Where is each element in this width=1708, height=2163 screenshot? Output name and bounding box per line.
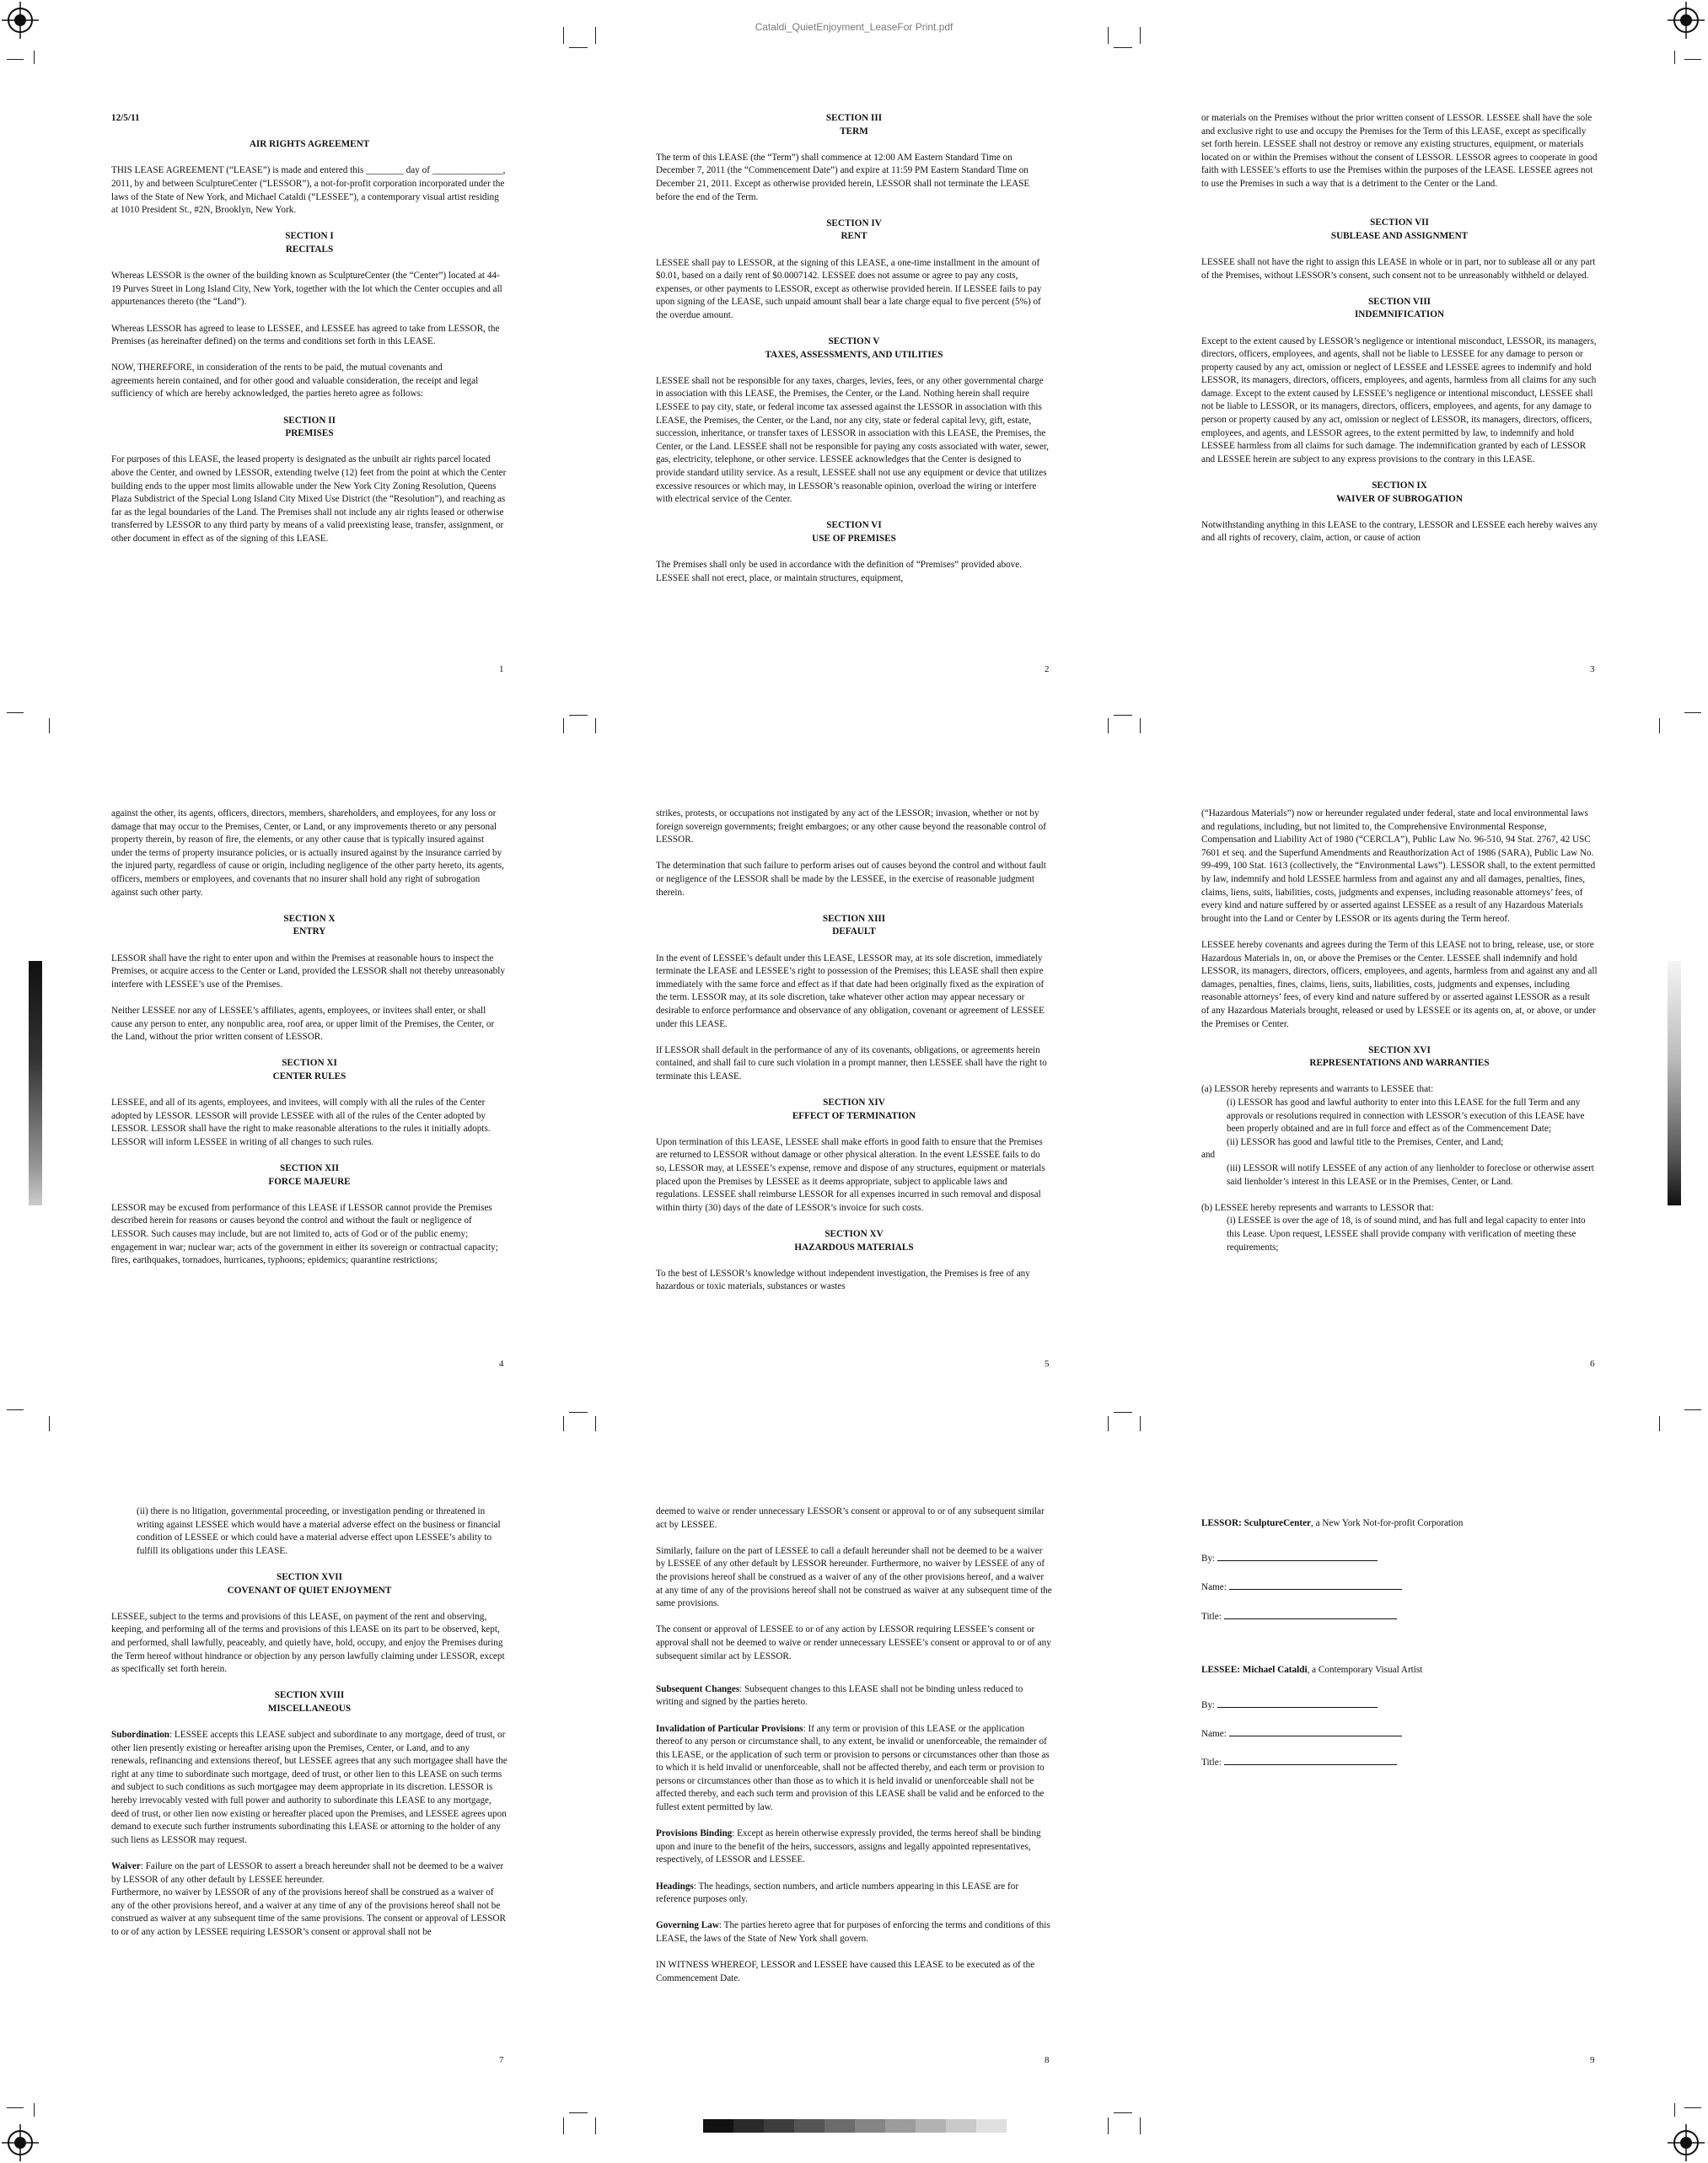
waiver-paragraph: Waiver: Failure on the part of LESSOR to assert a breach hereunder shall not be deemed to be a waiver by LESSOR of any other default by LESSEE hereunder.	[111, 1861, 504, 1885]
section-heading: SECTION IV RENT	[826, 217, 882, 242]
page-number: 1	[499, 664, 504, 674]
crop-mark	[1108, 718, 1109, 733]
quiet-enjoyment-paragraph: LESSEE, subject to the terms and provisions of this LEASE, on payment of the rent and observing, keeping, and performing all of the terms and provisions of this LEASE on its part to be observed, kept, and performed, shall lawfully, peaceably, and quietly have, hold, occupy, and enjoy the Premises during the Term hereof without hindrance or objection by any person lawfully claiming under LESSOR, except as specifically set forth herein.	[111, 1611, 505, 1675]
section-heading: SECTION IX WAIVER OF SUBROGATION	[1336, 480, 1463, 504]
recital-paragraph: Whereas LESSOR has agreed to lease to LESSEE, and LESSEE has agreed to take from LESSOR, the Premises (as hereinafter defined) on the terms and conditions set forth in this LEASE.	[111, 323, 500, 347]
crop-mark	[1684, 59, 1701, 60]
gradient-bar-right	[1668, 961, 1681, 1205]
signature-title-field[interactable]: Title:	[1201, 1608, 1598, 1624]
crop-mark	[1114, 2112, 1132, 2113]
signature-by-field[interactable]: By:	[1201, 1550, 1598, 1566]
page-6	[1201, 808, 1598, 1268]
section-heading: SECTION VIII INDEMNIFICATION	[1354, 296, 1445, 320]
crop-mark	[1108, 2117, 1109, 2134]
force-majeure-continued: strikes, protests, or occupations not instigated by any act of the LESSOR; invasion, whether or not by foreign sovereign governments; freight embargoes; or any other cause beyond the reasonable control of LESSOR.	[656, 808, 1046, 845]
intro-paragraph: THIS LEASE AGREEMENT (“LEASE”) is made and entered this ________ day of _______________, 2011, by and between SculptureCenter (“LESSOR”), a not-for-profit corporation incorporated under the laws of the State of New York, and Michael Cataldi (“LESSEE”), a contemporary visual artist residing at 1010 President St., #2N, Brooklyn, New York.	[111, 165, 506, 216]
hazard-paragraph: To the best of LESSOR’s knowledge without independent investigation, the Premises is free of any hazardous or toxic materials, substances or wastes	[656, 1268, 1030, 1292]
section-heading: SECTION II PREMISES	[283, 415, 336, 439]
warranty-intro: (b) LESSEE hereby represents and warrants to LESSOR that:	[1201, 1202, 1434, 1213]
section-heading: SECTION III TERM	[825, 113, 883, 137]
crop-mark	[569, 2112, 588, 2113]
page-4	[111, 808, 508, 1280]
color-swatch	[703, 2119, 733, 2133]
crop-mark	[1140, 2117, 1141, 2134]
provisions-binding-paragraph: Provisions Binding: Except as herein otherwise expressly provided, the terms hereof shall be binding upon and inure to the benefit of the heirs, successors, assigns and legally appointed representatives, respectively, of LESSOR and LESSEE.	[656, 1828, 1041, 1865]
lessee-heading: LESSEE: Michael Cataldi, a Contemporary Visual Artist	[1201, 1664, 1423, 1675]
registration-mark-icon	[2, 2, 39, 39]
section-heading: SECTION V TAXES, ASSESSMENTS, AND UTILITIES	[765, 336, 943, 360]
determination-paragraph: The determination that such failure to perform arises out of causes beyond the control and without fault or negligence of the LESSOR shall be made by the LESSEE, in the exercise of reasonable judgment therein.	[656, 861, 1046, 898]
use-paragraph-continued: or materials on the Premises without the prior written consent of LESSOR. LESSEE shall have the sole and exclusive right to use and occupy the Premises for the Term of this LEASE, except as specifically set forth herein. LESSEE shall not destroy or remove any existing structures, equipment, or materials located on or within the Premises without the consent of LESSOR. LESSOR agrees to cooperate in good faith with LESSEE’s efforts to use the Premises within the purposes of the LEASE. LESSEE agrees not to use the Premises in such a way that is a detriment to the Center or the Land.	[1201, 113, 1598, 189]
color-swatch	[885, 2119, 916, 2133]
consent-paragraph: The consent or approval of LESSEE to or of any action by LESSOR requiring LESSEE’s consent or approval shall not be deemed to waive or render unnecessary LESSEE’s consent or approval to or of any subsequent similar act by LESSOR.	[656, 1624, 1051, 1661]
crop-mark	[1659, 718, 1660, 733]
section-heading: SECTION XVI REPRESENTATIONS AND WARRANTIES	[1309, 1044, 1490, 1069]
page-number: 3	[1590, 664, 1595, 674]
crop-mark	[1108, 27, 1109, 44]
crop-mark	[1684, 2107, 1701, 2108]
waiver-paragraph: Similarly, failure on the part of LESSEE to call a default hereunder shall not be deemed to be a waiver by LESSEE of any other default by LESSOR hereunder. Furthermore, no waiver by LESSEE of any of the provisions hereof shall be construed as a waiver of any of the other provisions hereof, and a waiver at any time of any of the provisions hereof shall not be construed as waiver at any subsequent time of the same provisions.	[656, 1545, 1052, 1609]
crop-mark	[7, 712, 24, 713]
warranty-item: (ii) there is no litigation, governmental proceeding, or investigation pending or threatened in writing against LESSEE which would have a material adverse effect on the business or financial condition of LESSEE or which could have a material adverse effect upon LESSEE’s ability to fulfill its obligations under this LEASE.	[137, 1506, 501, 1556]
witness-paragraph: IN WITNESS WHEREOF, LESSOR and LESSEE have caused this LEASE to be executed as of the Commencement Date.	[656, 1960, 1035, 1983]
sublease-paragraph: LESSEE shall not have the right to assign this LEASE in whole or in part, nor to sublease all or any part of the Premises, without LESSOR’s consent, such consent not to be unreasonably withheld or delayed.	[1201, 256, 1596, 281]
crop-mark	[7, 59, 24, 60]
crop-mark	[569, 47, 588, 48]
page-number: 7	[499, 2055, 504, 2065]
hazard-paragraph: LESSEE hereby covenants and agrees during the Term of this LEASE not to bring, release, use, or store Hazardous Materials in, on, or above the Premises or the Center. LESSEE shall indemnify and hold LESSOR, its managers, directors, officers, employees, and agents, harmless from and against any and all damages, penalties, fines, claims, liens, suits, liabilities, costs, judgments and expenses, including reasonable attorneys’ fees, of every kind and nature suffered by or asserted against LESSOR as a result of any Hazardous Materials brought, released or used by LESSEE or its agents on, at, or above, or under the Premises or Center.	[1201, 939, 1598, 1029]
color-swatch	[824, 2119, 855, 2133]
section-heading: SECTION XVIII MISCELLANEOUS	[267, 1690, 352, 1714]
section-heading: SECTION X ENTRY	[283, 913, 336, 937]
section-heading: SECTION XII FORCE MAJEURE	[268, 1163, 351, 1187]
crop-mark	[569, 715, 588, 716]
page-1	[111, 112, 508, 559]
section-heading: SECTION VII SUBLEASE AND ASSIGNMENT	[1330, 217, 1469, 241]
crop-mark	[1108, 1416, 1109, 1431]
subsequent-changes-paragraph: Subsequent Changes: Subsequent changes to this LEASE shall not be binding unless reduced to writing and signed by the parties hereto.	[656, 1683, 1023, 1708]
section-heading: SECTION XI CENTER RULES	[272, 1058, 346, 1082]
color-swatch	[764, 2119, 794, 2133]
section-heading: SECTION VI USE OF PREMISES	[812, 520, 896, 544]
waiver-paragraph: Furthermore, no waiver by LESSOR of any of the provisions hereof shall be construed as a waiver of any of the other provisions hereof, and a waiver at any time of any of the provisions hereof shall not be construed as waiver at any subsequent time of the same provisions. The consent or approval of LESSOR to or of any action by LESSEE requiring LESSOR’s consent or approval shall not be	[111, 1887, 507, 1937]
crop-mark	[1114, 1412, 1132, 1413]
registration-mark-icon	[2, 2124, 39, 2161]
section-heading: SECTION XV HAZARDOUS MATERIALS	[794, 1229, 914, 1253]
section-heading: SECTION I RECITALS	[285, 231, 334, 255]
crop-mark	[1140, 718, 1141, 733]
use-paragraph: The Premises shall only be used in accordance with the definition of “Premises” provided above. LESSEE shall not erect, place, or maintain structures, equipment,	[656, 560, 1023, 583]
page-number: 9	[1590, 2055, 1595, 2065]
signature-name-field[interactable]: Name:	[1201, 1726, 1598, 1742]
waiver-paragraph-continued: against the other, its agents, officers, directors, members, shareholders, and employees, for any loss or damage that may occur to the Premises, Center, or Land, or any improvements thereto or any personal property therein, by reason of fire, the elements, or any other cause that is typically insured against under the terms of property insurance policies, or is actually insured against by the insurance carried by the injured party, regardless of cause or origin, including negligence of the other party hereto, its agents, officers, members or employees, and covenants that no insurer shall hold any right of subrogation against such other party.	[111, 808, 504, 898]
color-swatch	[733, 2119, 764, 2133]
registration-mark-icon	[1668, 2124, 1705, 2161]
color-swatch	[946, 2119, 976, 2133]
section-heading: SECTION XVII COVENANT OF QUIET ENJOYMENT	[227, 1571, 392, 1596]
section-heading: SECTION XIV EFFECT OF TERMINATION	[792, 1098, 916, 1121]
invalidation-paragraph: Invalidation of Particular Provisions: If any term or provision of this LEASE or the application thereof to any person or circumstance shall, to any extent, be invalid or unenforceable, the remainder of this LEASE, or the application of such term or provision to persons or circumstances other than those as to which it is held invalid or unenforceable, shall not be affected thereby, and each term or provision to persons or circumstances other than those as to which it is held invalid or unenforceable shall not be affected thereby, and each such term and provision of this LEASE shall be valid and be enforced to the fullest extent permitted by law.	[656, 1723, 1050, 1813]
signature-name-field[interactable]: Name:	[1201, 1579, 1598, 1595]
page-8	[656, 1506, 1052, 1999]
page-5	[656, 808, 1052, 1307]
waiver-paragraph-continued: deemed to waive or render unnecessary LESSOR’s consent or approval to or of any subsequent similar act by LESSEE.	[656, 1506, 1045, 1530]
gradient-bar-left	[29, 961, 42, 1205]
page-number: 8	[1045, 2055, 1050, 2065]
entry-paragraph: Neither LESSEE nor any of LESSEE’s affiliates, agents, employees, or invitees shall enter, or shall cause any person to enter, any nonpublic area, roof area, or upper limit of the Premises, the Center, or the Land, without the prior written consent of LESSOR.	[111, 1005, 495, 1043]
page-number: 6	[1590, 1359, 1595, 1369]
crop-mark	[595, 718, 596, 733]
color-swatch	[855, 2119, 885, 2133]
crop-mark	[49, 1416, 50, 1431]
force-majeure-paragraph: LESSOR may be excused from performance of this LEASE if LESSOR cannot provide the Premises described herein for reasons or causes beyond the control and without the fault or negligence of LESSOR. Such causes may include, but are not limited to, acts of God or of the public enemy; engagement in war; nuclear war; acts of the government in either its sovereign or contractual capacity; fires, earthquakes, tornadoes, hurricanes, typhoons; epidemics; quarantine restrictions;	[111, 1202, 498, 1266]
crop-mark	[1140, 1416, 1141, 1431]
hazard-paragraph-continued: (“Hazardous Materials”) now or hereunder regulated under federal, state and local environmental laws and regulations, including, but not limited to, the Comprehensive Environmental Response, Compensation and Liability Act of 1980 (“CERCLA”), Public Law No. 96-510, 94 Stat. 2767, 42 USC 7601 et seq. and the Superfund Amendments and Reauthorization Act of 1986 (SARA), Public Law No. 99-499, 100 Stat. 1613 (collectively, the “Environmental Laws”). LESSOR shall, to the extent permitted by law, indemnify and hold LESSEE harmless from and against any and all damages, penalties, fines, claims, liens, suits, liabilities, costs, judgments and expenses, including reasonable attorneys’ fees, of every kind and nature suffered by or asserted against LESSEE as a result of any Hazardous Materials brought into the Land or Center by LESSOR or its agents during the Term hereof.	[1201, 808, 1596, 924]
subordination-paragraph: Subordination: LESSEE accepts this LEASE subject and subordinate to any mortgage, deed of trust, or other lien presently existing or hereafter arising upon the Premises, Center, or Land, and to any renewals, refinancing and extensions thereof, but LESSEE agrees that any such mortgagee shall have the right at any time to subordinate such mortgage, deed of trust, or other lien to this LEASE on such terms and subject to such conditions as such mortgagee may deem appropriate in its discretion. LESSOR is hereby irrevocably vested with full power and authority to subordinate this LEASE to any mortgage, deed of trust, or other lien now existing or hereafter placed upon the Premises, and LESSEE agrees upon demand to execute such further instruments subordinating this LEASE or attorning to the holder of any such liens as LESSOR may request.	[111, 1730, 508, 1845]
crop-mark	[595, 1416, 596, 1431]
color-swatch	[916, 2119, 946, 2133]
crop-mark	[563, 2117, 564, 2134]
warranty-item: (i) LESSEE is over the age of 18, is of sound mind, and has full and legal capacity to enter into this Lease. Upon request, LESSEE shall provide company with verification of meeting these requirements;	[1227, 1216, 1586, 1253]
default-paragraph: If LESSOR shall default in the performance of any of its covenants, obligations, or agreements herein contained, and shall fail to cure such violation in a prompt manner, then LESSEE shall have the right to terminate this LEASE.	[656, 1044, 1047, 1082]
page-9	[1201, 1517, 1598, 1784]
warranty-item: (iii) LESSOR will notify LESSEE of any action of any lienholder to foreclose or otherwise assert said lienholder’s interest in this LEASE or in the Premises, Center, or Land.	[1227, 1163, 1594, 1187]
page-number: 5	[1045, 1359, 1050, 1369]
governing-law-paragraph: Governing Law: The parties hereto agree that for purposes of enforcing the terms and conditions of this LEASE, the laws of the State of New York shall govern.	[656, 1920, 1050, 1944]
file-name: Cataldi_QuietEnjoyment_LeaseFor Print.pdf	[755, 21, 953, 33]
warranty-item: (i) LESSOR has good and lawful authority to enter into this LEASE for the full Term and any approvals or resolutions required in connection with LESSOR’s execution of this LEASE have been properly obtained and are in full force and effect as of the Commencement Date;	[1227, 1098, 1585, 1135]
color-swatch	[976, 2119, 1007, 2133]
crop-mark	[1674, 51, 1675, 64]
crop-mark	[563, 718, 564, 733]
crop-mark	[34, 2103, 35, 2117]
page-number: 4	[499, 1359, 504, 1369]
crop-mark	[49, 718, 50, 733]
waiver-paragraph: Notwithstanding anything in this LEASE to the contrary, LESSOR and LESSEE each hereby waives any and all rights of recovery, claim, action, or cause of action	[1201, 519, 1598, 544]
crop-mark	[1684, 712, 1701, 713]
crop-mark	[1140, 27, 1141, 44]
page-number: 2	[1045, 664, 1050, 674]
premises-paragraph: For purposes of this LEASE, the leased property is designated as the unbuilt air rights parcel located above the Center, and owned by LESSOR, extending twelve (12) feet from the point at which the Center building ends to the upper most limits allowable under the New York City Zoning Resolution, Queens Plaza Subdistrict of the Special Long Island City Mixed Use District (the “Resolution”), and reaching as far as the legal boundaries of the Land. The Premises shall not include any air rights leased or otherwise transferred by LESSOR to any third party by means of a valid preexisting lease, transfer, assignment, or other document in effect as of the signing of this LEASE.	[111, 454, 507, 544]
rules-paragraph: LESSEE, and all of its agents, employees, and invitees, will comply with all the rules of the Center adopted by LESSOR. LESSOR will provide LESSEE with all of the rules of the Center adopted by LESSOR. LESSOR shall have the right to make reasonable alterations to the rules it initially adopts. LESSOR will inform LESSEE in writing of all changes to such rules.	[111, 1098, 491, 1147]
crop-mark	[563, 1416, 564, 1431]
crop-mark	[1674, 2103, 1675, 2117]
lessor-heading: LESSOR: SculptureCenter, a New York Not-for-profit Corporation	[1201, 1518, 1464, 1528]
warranty-item: (ii) LESSOR has good and lawful title to the Premises, Center, and Land;	[1227, 1136, 1504, 1147]
crop-mark	[595, 2117, 596, 2134]
term-paragraph: The term of this LEASE (the “Term”) shall commence at 12:00 AM Eastern Standard Time on December 7, 2011 (the “Commencement Date”) and expire at 11:59 PM Eastern Standard Time on December 21, 2011. Except as otherwise provided herein, LESSOR shall not terminate the LEASE before the end of the Term.	[656, 152, 1030, 202]
crop-mark	[1114, 47, 1132, 48]
crop-mark	[7, 1409, 24, 1410]
rent-paragraph: LESSEE shall pay to LESSOR, at the signing of this LEASE, a one-time installment in the amount of $0.01, based on a daily rent of $0.0007142. LESSEE does not assume or agree to pay any costs, expenses, or other payments to LESSOR, except as otherwise provided herein. If LESSEE fails to pay upon signing of the LEASE, such unpaid amount shall bear a late charge equal to five percent (5%) of the overdue amount.	[656, 257, 1042, 320]
signature-by-field[interactable]: By:	[1201, 1697, 1598, 1713]
document-date: 12/5/11	[111, 113, 140, 123]
crop-mark	[34, 51, 35, 64]
color-swatch	[794, 2119, 824, 2133]
headings-paragraph: Headings: The headings, section numbers, and article numbers appearing in this LEASE are for reference purposes only.	[656, 1881, 1019, 1905]
crop-mark	[595, 27, 596, 44]
termination-paragraph: Upon termination of this LEASE, LESSEE shall make efforts in good faith to ensure that the Premises are returned to LESSOR without damage or other physical alteration. In the event LESSEE fails to do so, LESSOR may, at LESSEE’s expense, remove and dispose of any structures, equipment or materials placed upon the Premises by LESSEE as it deems appropriate, subject to applicable laws and regulations. LESSEE shall reimburse LESSOR for all expenses incurred in such removal and disposal within thirty (30) days of the date of LESSOR’s invoice for such costs.	[656, 1136, 1045, 1213]
warranty-intro: (a) LESSOR hereby represents and warrants to LESSEE that:	[1201, 1084, 1434, 1095]
default-paragraph: In the event of LESSEE’s default under this LEASE, LESSOR may, at its sole discretion, immediately terminate the LEASE and LESSEE’s right to possession of the Premises; this LEASE shall then expire immediately with the same force and effect as if that date had been originally fixed as the expiration of the term. LESSOR may, at its sole discretion, take whatever other action may appear necessary or desirable to enforce performance and observance of any obligation, covenant or agreement of LESSEE under this LEASE.	[656, 953, 1045, 1029]
conjunction: and	[1201, 1150, 1216, 1161]
document-title: AIR RIGHTS AGREEMENT	[249, 139, 370, 150]
indemnification-paragraph: Except to the extent caused by LESSOR’s negligence or intentional misconduct, LESSOR, its managers, directors, officers, employees, and agents, shall not be liable to LESSEE for any damage to person or property caused by any act, omission or neglect of LESSEE and LESSEE agrees to indemnify and hold LESSOR, its managers, directors, officers, employees, and agents, harmless from all claims for any such damage. Except to the extent caused by LESSEE’s negligence or intentional misconduct, LESSEE shall not be liable to LESSOR, or its managers, directors, officers, employees, and agents, for any damage to person or property caused by any act, omission or neglect of LESSOR, its managers, directors, officers, employees, and agents, and LESSOR agrees, to the extent permitted by law, to indemnify and hold LESSEE harmless from all claims for such damage. The indemnification granted by each of LESSOR and LESSEE herein are subject to any express provisions to the contrary in this LEASE.	[1201, 335, 1597, 464]
crop-mark	[7, 2107, 24, 2108]
section-heading: SECTION XIII DEFAULT	[822, 913, 886, 937]
crop-mark	[569, 1412, 588, 1413]
crop-mark	[1684, 1409, 1701, 1410]
now-therefore-line: NOW, THEREFORE, in consideration of the rents to be paid, the mutual covenants and	[111, 362, 443, 373]
crop-mark	[1659, 1416, 1660, 1431]
taxes-paragraph: LESSEE shall not be responsible for any taxes, charges, levies, fees, or any other governmental charge in association with this LEASE, the Premises, the Center, or the Land. Nothing herein shall require LESSEE to pay city, state, or federal income tax assessed against the LESSOR in association with this LEASE, the Premises, the Center, or the Land, nor any city, state or federal capital levy, gift, estate, succession, inheritance, or transfer taxes of LESSOR in association with this LEASE, the Premises, the Center, or the Land. LESSEE shall not be responsible for paying any costs associated with water, sewer, gas, electricity, telephone, or other service. LESSEE acknowledges that the Center is designed to provide standard utility service. As a result, LESSEE shall not use any equipment or device that utilizes excessive resources or which may, in LESSOR’s reasonable opinion, overload the wiring or interfere with electrical service of the Center.	[656, 375, 1049, 505]
page-2	[656, 112, 1052, 598]
crop-mark	[563, 27, 564, 44]
entry-paragraph: LESSOR shall have the right to enter upon and within the Premises at reasonable hours to inspect the Premises, or acquire access to the Center or Land, provided the LESSOR shall not thereby unreasonably interfere with LESSEE’s use of the Premises.	[111, 953, 505, 990]
page-3	[1201, 112, 1598, 559]
recital-paragraph: Whereas LESSOR is the owner of the building known as SculptureCenter (the “Center”) located at 44-19 Purves Street in Long Island City, New York, together with the lot which the Center occupies and all appurtenances thereto (the “Land”).	[111, 271, 502, 308]
page-7	[111, 1506, 508, 1952]
registration-mark-icon	[1668, 2, 1705, 39]
signature-title-field[interactable]: Title:	[1201, 1754, 1598, 1770]
crop-mark	[1114, 715, 1132, 716]
now-therefore-paragraph: agreements herein contained, and for other good and valuable consideration, the receipt and legal sufficiency of which are hereby acknowledged, the parties hereto agree as follows:	[111, 375, 479, 400]
